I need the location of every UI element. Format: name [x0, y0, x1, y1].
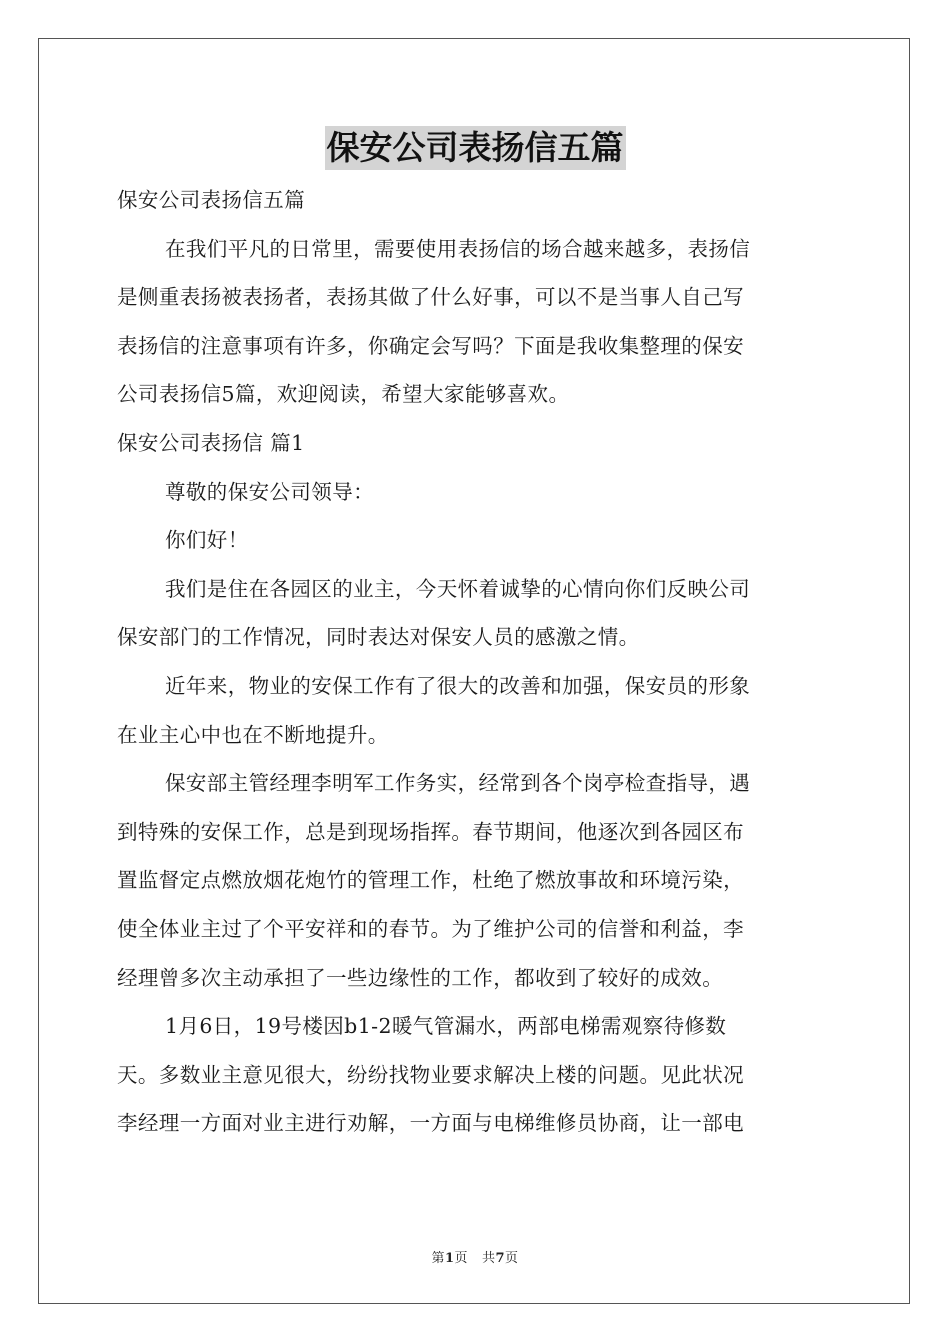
page-number: 1 [444, 1251, 455, 1266]
document-title: 保安公司表扬信五篇 [325, 126, 626, 170]
text-line: 在我们平凡的日常里，需要使用表扬信的场合越来越多，表扬信 [165, 236, 751, 261]
text-line: 保安公司表扬信 篇1 [117, 430, 305, 455]
total-suffix: 页 [505, 1251, 519, 1266]
text-line: 是侧重表扬被表扬者，表扬其做了什么好事，可以不是当事人自己写 [117, 285, 744, 310]
text-line: 近年来，物业的安保工作有了很大的改善和加强，保安员的形象 [165, 673, 751, 698]
text-line: 李经理一方面对业主进行劝解，一方面与电梯维修员协商，让一部电 [117, 1111, 744, 1136]
title-wrap [0, 126, 950, 170]
text-line: 你们好！ [165, 528, 249, 553]
total-prefix: 共 [481, 1251, 496, 1266]
page-suffix: 页 [454, 1251, 469, 1266]
text-line: 到特殊的安保工作，总是到现场指挥。春节期间，他逐次到各园区布 [117, 819, 744, 844]
text-line: 在业主心中也在不断地提升。 [117, 722, 389, 747]
text-line: 我们是住在各园区的业主，今天怀着诚挚的心情向你们反映公司 [165, 576, 751, 601]
text-line: 表扬信的注意事项有许多，你确定会写吗？下面是我收集整理的保安 [117, 333, 744, 358]
text-line: 置监督定点燃放烟花炮竹的管理工作，杜绝了燃放事故和环境污染， [117, 868, 744, 893]
total-pages: 7 [495, 1251, 506, 1266]
text-line: 使全体业主过了个平安祥和的春节。为了维护公司的信誉和利益，李 [117, 916, 744, 941]
text-line: 1月6日，19号楼因b1-2暖气管漏水，两部电梯需观察待修数 [165, 1014, 727, 1039]
text-line: 保安部主管经理李明军工作务实，经常到各个岗亭检查指导，遇 [165, 771, 751, 796]
text-line: 天。多数业主意见很大，纷纷找物业要求解决上楼的问题。见此状况 [117, 1062, 744, 1087]
document-body [117, 176, 833, 1148]
page-prefix: 第 [431, 1251, 445, 1266]
text-line: 尊敬的保安公司领导： [165, 479, 374, 504]
text-line: 经理曾多次主动承担了一些边缘性的工作，都收到了较好的成效。 [117, 965, 724, 990]
text-line: 公司表扬信5篇，欢迎阅读，希望大家能够喜欢。 [117, 382, 570, 407]
text-line: 保安部门的工作情况，同时表达对保安人员的感激之情。 [117, 625, 640, 650]
text-line: 保安公司表扬信五篇 [117, 188, 306, 212]
page-footer [0, 1247, 950, 1266]
